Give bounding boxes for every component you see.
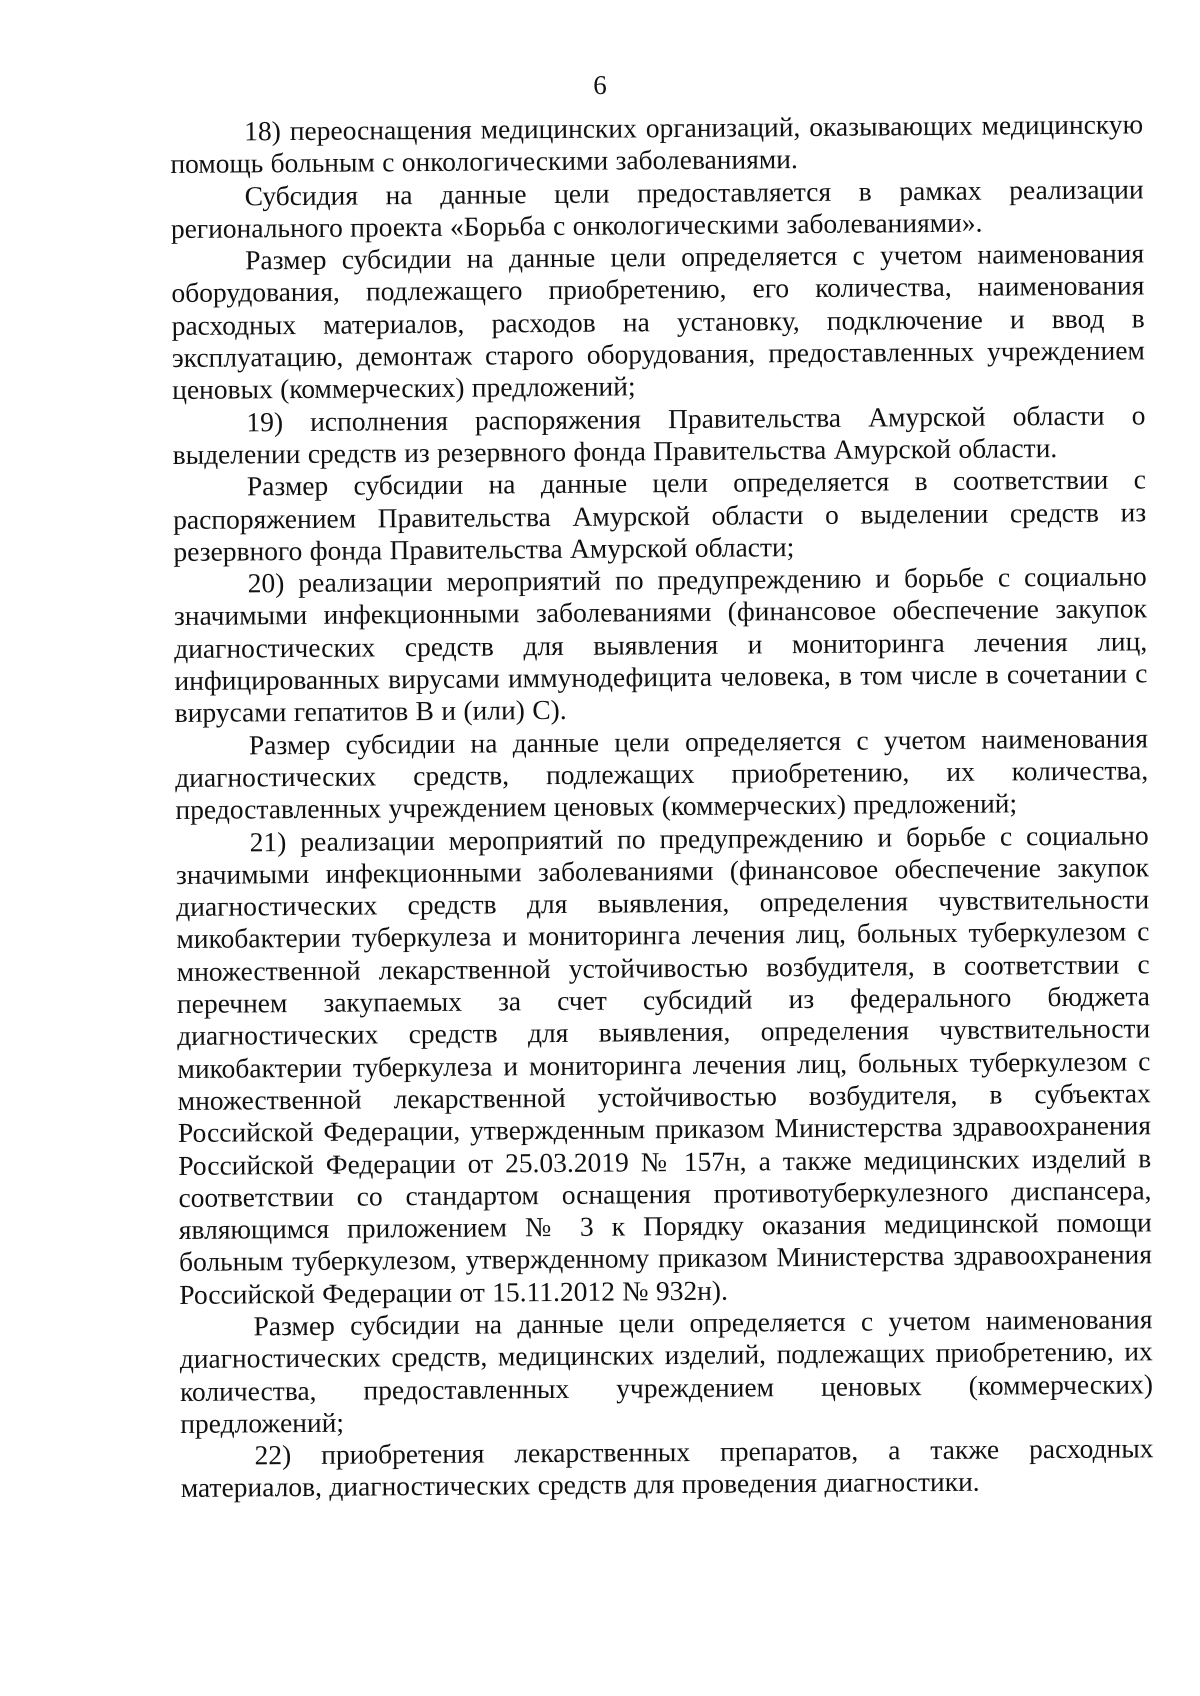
document-body [170, 108, 1154, 1504]
paragraph-item-20: 20) реализации мероприятий по предупреждению и борьбе с социально значимыми инфекционными заболеваниями (финансовое обеспечение закупок диагностических средств для выявления и мониторинга лечения лиц, инфицированных вирусами иммунодефицита человека, в том числе в сочетании с вирусами гепатитов В и (или) С). [173, 560, 1148, 729]
paragraph-item-21-subsidy-size: Размер субсидии на данные цели определяется с учетом наименования диагностических средств, медицинских изделий, подлежащих приобретению, их количества, предоставленных учреждением ценовых (коммерческих) предложений; [179, 1303, 1154, 1439]
paragraph-item-19: 19) исполнения распоряжения Правительства Амурской области о выделении средств из резервного фонда Правительства Амурской области. [172, 399, 1146, 470]
paragraph-item-21: 21) реализации мероприятий по предупреждению и борьбе с социально значимыми инфекционными заболеваниями (финансовое обеспечение закупок диагностических средств для выявления, определения чувствительности микобактерии туберкулеза и мониторинга лечения лиц, больных туберкулезом с множественной лекарственной устойчивостью возбудителя, в соответствии с перечнем закупаемых за счет субсидий из федерального бюджета диагностических средств для выявления, определения чувствительности микобактерии туберкулеза и мониторинга лечения лиц, больных туберкулезом с множественной лекарственной устойчивостью возбудителя, в субъектах Российской Федерации, утвержденным приказом Министерства здравоохранения Российской Федерации от 25.03.2019 № 157н, а также медицинских изделий в соответствии со стандартом оснащения противотуберкулезного диспансера, являющимся приложением № 3 к Порядку оказания медицинской помощи больным туберкулезом, утвержденному приказом Министерства здравоохранения Российской Федерации от 15.11.2012 № 932н). [175, 818, 1153, 1310]
paragraph-item-22: 22) приобретения лекарственных препаратов, а также расходных материалов, диагностических средств для проведения диагностики. [180, 1432, 1154, 1504]
paragraph-item-20-subsidy-size: Размер субсидии на данные цели определяется с учетом наименования диагностических средств, подлежащих приобретению, их количества, предоставленных учреждением ценовых (коммерческих) предложений; [175, 721, 1149, 826]
page-number: 6 [593, 70, 607, 100]
paragraph-item-18-subsidy-note: Субсидия на данные цели предоставляется в рамках реализации регионального проекта «Борьба с онкологическими заболеваниями». [170, 172, 1144, 244]
paragraph-item-19-subsidy-size: Размер субсидии на данные цели определяется в соответствии с распоряжением Правительства Амурской области о выделении средств из резервного фонда Правительства Амурской области; [173, 463, 1147, 567]
paragraph-item-18-subsidy-size: Размер субсидии на данные цели определяется с учетом наименования оборудования, подлежащего приобретению, его количества, наименования расходных материалов, расходов на установку, подключение и ввод в эксплуатацию, демонтаж старого оборудования, предоставленных учреждением ценовых (коммерческих) предложений; [171, 237, 1145, 406]
paragraph-item-18: 18) переоснащения медицинских организаций, оказывающих медицинскую помощь больным с онкологическими заболеваниями. [170, 108, 1144, 180]
